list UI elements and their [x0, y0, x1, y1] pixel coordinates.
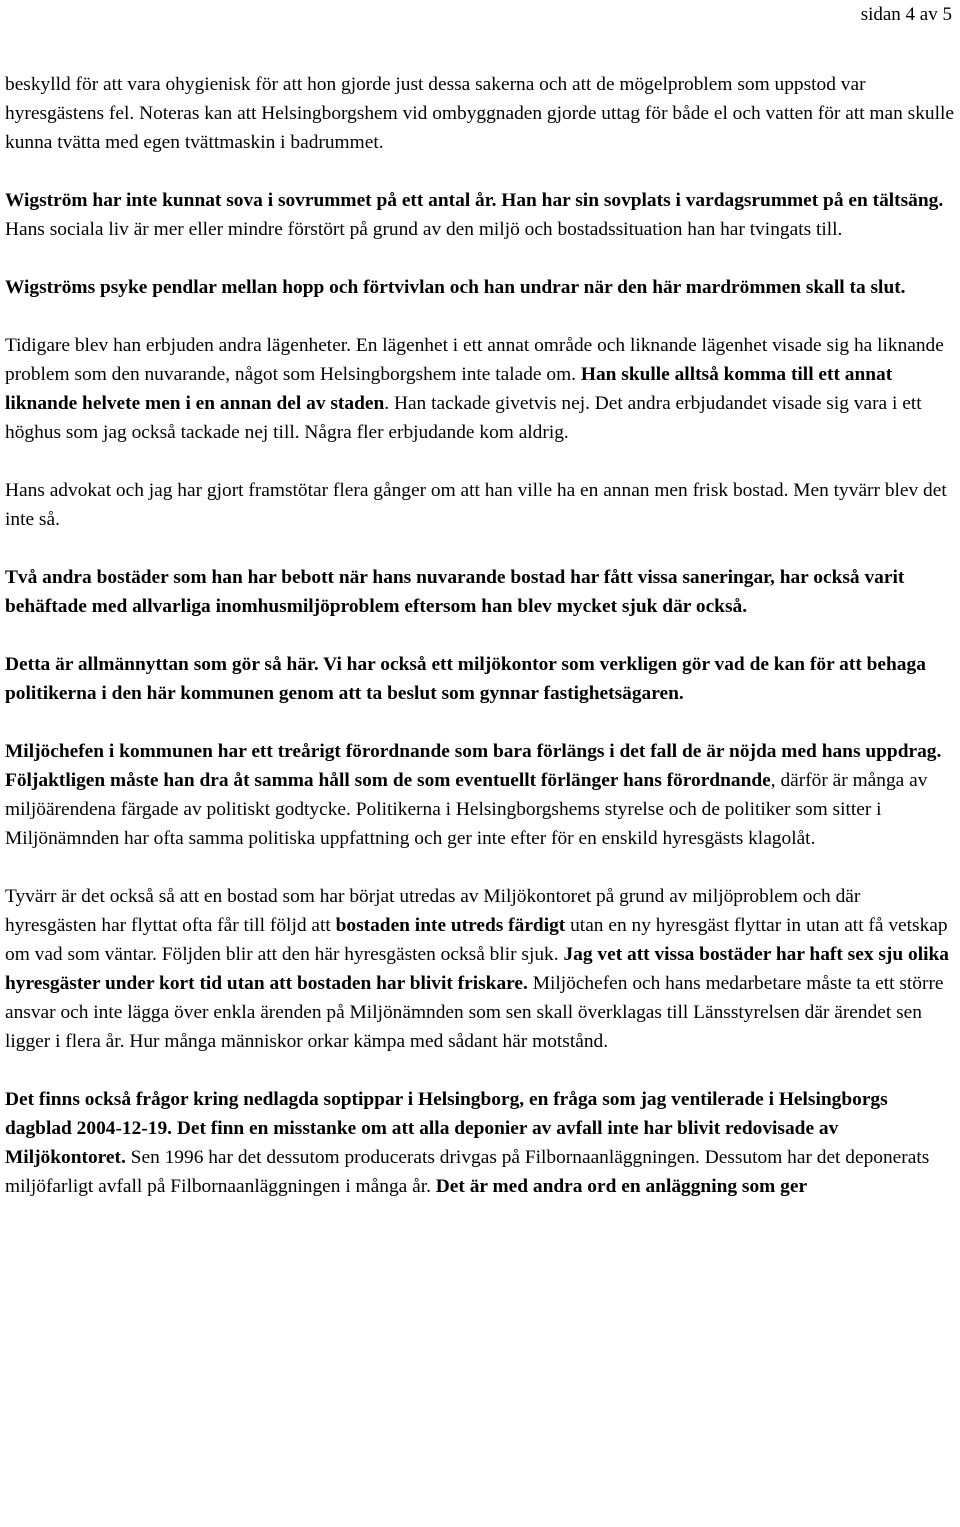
- text-run: Tyvärr är det också så att en bostad som har börjat utredas av Miljökontoret på grund av miljöproblem och där hyresgästen har flyttat ofta får till följd att: [5, 886, 861, 936]
- text-run: Tidigare blev han erbjuden andra lägenheter. En lägenhet i ett annat område och liknande lägenhet visade sig ha liknande problem som den nuvarande, något som Helsingborgshem inte talade om.: [5, 335, 944, 385]
- bold-text-run: Detta är allmännyttan som gör så här. Vi har också ett miljökontor som verkligen gör vad de kan för att behaga politikerna i den här kommunen genom att ta beslut som gynnar fastighetsägaren.: [5, 654, 926, 704]
- text-run: Hans advokat och jag har gjort framstötar flera gånger om att han ville ha en annan men frisk bostad. Men tyvärr blev det inte så.: [5, 480, 947, 530]
- text-run: Miljöchefen och hans medarbetare måste ta ett större ansvar och inte lägga över enkla ärenden på Miljönämnden som sen skall överklagas till Länsstyrelsen där ärendet sen ligger i flera år. Hur många människor orkar kämpa med sådant här motstånd.: [5, 973, 944, 1052]
- bold-text-run: Det finns också frågor kring nedlagda soptippar i Helsingborg, en fråga som jag ventilerade i Helsingborgs dagblad 2004-12-19. Det finn en misstanke om att alla deponier av avfall inte har blivit redovisade av Miljökontoret.: [5, 1089, 888, 1168]
- bold-text-run: Wigström har inte kunnat sova i sovrummet på ett antal år. Han har sin sovplats i vardagsrummet på en tältsäng.: [5, 190, 944, 211]
- paragraph-2: [5, 186, 955, 244]
- bold-text-run: Jag vet att vissa bostäder har haft sex sju olika hyresgäster under kort tid utan att bostaden har blivit friskare.: [5, 944, 949, 994]
- paragraph-7: [5, 650, 955, 708]
- page-number: sidan 4 av 5: [860, 4, 952, 25]
- paragraph-6: [5, 563, 955, 621]
- bold-text-run: Det är med andra ord en anläggning som ger: [435, 1176, 808, 1197]
- bold-text-run: Han skulle alltså komma till ett annat liknande helvete men i en annan del av staden: [5, 364, 893, 414]
- text-run: , därför är många av miljöärendena färgade av politiskt godtycke. Politikerna i Helsingborgshems styrelse och de politiker som sitter i Miljönämnden har ofta samma politiska uppfattning och ger inte efter för en enskild hyresgästs klagolåt.: [5, 770, 928, 849]
- paragraph-10: [5, 1085, 955, 1201]
- document-body: [5, 70, 955, 1201]
- paragraph-3: [5, 273, 955, 302]
- text-run: Hans sociala liv är mer eller mindre förstört på grund av den miljö och bostadssituation han har tvingats till.: [5, 219, 843, 240]
- paragraph-8: [5, 737, 955, 853]
- bold-text-run: Wigströms psyke pendlar mellan hopp och förtvivlan och han undrar när den här mardrömmen skall ta slut.: [5, 277, 906, 298]
- paragraph-9: [5, 882, 955, 1056]
- paragraph-1: [5, 70, 955, 157]
- paragraph-4: [5, 331, 955, 447]
- paragraph-5: [5, 476, 955, 534]
- text-run: beskylld för att vara ohygienisk för att hon gjorde just dessa sakerna och att de mögelproblem som uppstod var hyresgästens fel. Noteras kan att Helsingborgshem vid ombyggnaden gjorde uttag för både el och vatten för att man skulle kunna tvätta med egen tvättmaskin i badrummet.: [5, 74, 954, 153]
- bold-text-run: bostaden inte utreds färdigt: [335, 915, 566, 936]
- bold-text-run: Miljöchefen i kommunen har ett treårigt förordnande som bara förlängs i det fall de är nöjda med hans uppdrag. Följaktligen måste han dra åt samma håll som de som eventuellt förlänger hans förordnande: [5, 741, 942, 791]
- bold-text-run: Två andra bostäder som han har bebott när hans nuvarande bostad har fått vissa saneringar, har också varit behäftade med allvarliga inomhusmiljöproblem eftersom han blev mycket sjuk där också.: [5, 567, 905, 617]
- text-run: . Han tackade givetvis nej. Det andra erbjudandet visade sig vara i ett höghus som jag också tackade nej till. Några fler erbjudande kom aldrig.: [5, 393, 922, 443]
- text-run: Sen 1996 har det dessutom producerats drivgas på Filbornaanläggningen. Dessutom har det deponerats miljöfarligt avfall på Filbornaanläggningen i många år.: [5, 1147, 930, 1197]
- text-run: utan en ny hyresgäst flyttar in utan att få vetskap om vad som väntar. Följden blir att den här hyresgästen också blir sjuk.: [5, 915, 948, 965]
